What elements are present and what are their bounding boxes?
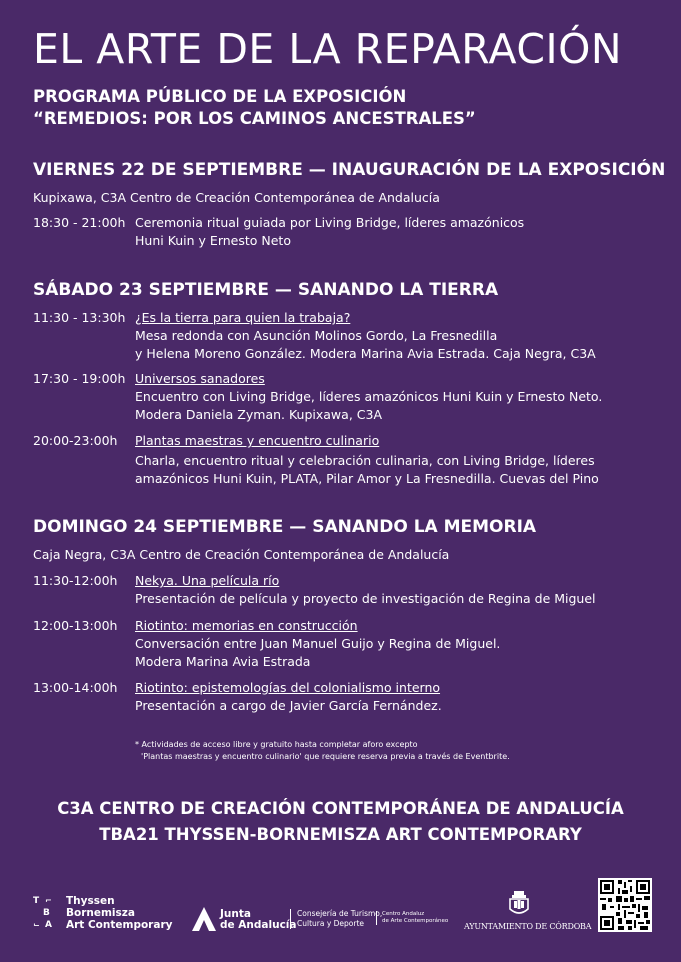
event-time: 20:00-23:00h [33, 433, 118, 448]
event-title-link[interactable]: Universos sanadores [135, 371, 265, 386]
subtitle-line-2: “REMEDIOS: POR LOS CAMINOS ANCESTRALES” [33, 109, 476, 128]
institution-c3a: C3A CENTRO DE CREACIÓN CONTEMPORÁNEA DE ANDALUCÍA [57, 799, 624, 818]
event-desc-line: Conversación entre Juan Manuel Guijo y Regina de Miguel. [135, 636, 501, 651]
tba-letter: T [33, 896, 40, 906]
event-desc-line: Huni Kuin y Ernesto Neto [135, 233, 291, 248]
event-desc-line: Ceremonia ritual guiada por Living Bridge, líderes amazónicos [135, 215, 525, 230]
event-desc-line: y Helena Moreno González. Modera Marina Avia Estrada. Caja Negra, C3A [135, 346, 596, 361]
saturday-heading: SÁBADO 23 SEPTIEMBRE — SANANDO LA TIERRA [33, 280, 499, 300]
event-time: 11:30 - 13:30h [33, 310, 126, 325]
event-time: 13:00-14:00h [33, 680, 118, 695]
junta-name-line: Junta [220, 908, 251, 920]
consejeria-line: Cultura y Deporte [297, 919, 365, 928]
event-time: 12:00-13:00h [33, 618, 118, 633]
event-title-link[interactable]: Plantas maestras y encuentro culinario [135, 433, 380, 448]
subtitle-line-1: PROGRAMA PÚBLICO DE LA EXPOSICIÓN [33, 87, 407, 106]
junta-a-icon [192, 907, 216, 931]
tba-letter: B [43, 908, 50, 918]
junta-name-line: de Andalucía [220, 919, 297, 931]
tba-letter: A [45, 920, 52, 930]
exhibition-subtitle [33, 86, 476, 130]
partner-logos [0, 875, 681, 945]
tba-name-line: Bornemisza [66, 907, 135, 919]
access-footnote [135, 739, 510, 763]
event-desc-line: Modera Marina Avia Estrada [135, 654, 311, 669]
event-desc-line: Charla, encuentro ritual y celebración culinaria, con Living Bridge, líderes [135, 453, 595, 468]
event-time: 11:30-12:00h [33, 573, 118, 588]
caac-line: Centro Andaluz [382, 911, 425, 917]
qr-code-icon[interactable] [598, 878, 652, 932]
page-title: EL ARTE DE LA REPARACIÓN [33, 25, 623, 73]
event-desc-line: amazónicos Huni Kuin, PLATA, Pilar Amor y La Fresnedilla. Cuevas del Pino [135, 471, 599, 486]
event-title-link[interactable]: Riotinto: memorias en construcción [135, 618, 358, 633]
consejeria-line: Consejería de Turismo, [297, 909, 383, 918]
event-desc-line: Presentación de película y proyecto de investigación de Regina de Miguel [135, 591, 596, 606]
event-desc-line: Modera Daniela Zyman. Kupixawa, C3A [135, 407, 382, 422]
cordoba-name: AYUNTAMIENTO DE CÓRDOBA [464, 922, 592, 931]
consejeria-logo [290, 909, 382, 929]
event-title-link[interactable]: Nekya. Una película río [135, 573, 280, 588]
institution-tba21: TBA21 THYSSEN-BORNEMISZA ART CONTEMPORARY [99, 825, 582, 844]
tba-name-line: Thyssen [66, 895, 115, 907]
friday-venue: Kupixawa, C3A Centro de Creación Contemporánea de Andalucía [33, 190, 440, 205]
footnote-line: * Actividades de acceso libre y gratuito hasta completar aforo excepto [135, 740, 418, 749]
event-desc-line: Mesa redonda con Asunción Molinos Gordo, La Fresnedilla [135, 328, 498, 343]
tba-name-line: Art Contemporary [66, 919, 173, 931]
sunday-venue: Caja Negra, C3A Centro de Creación Contemporánea de Andalucía [33, 547, 450, 562]
footnote-line: 'Plantas maestras y encuentro culinario' que requiere reserva previa a través de Eventbrite. [141, 752, 510, 761]
friday-heading: VIERNES 22 DE SEPTIEMBRE — INAUGURACIÓN DE LA EXPOSICIÓN [33, 160, 666, 180]
event-time: 18:30 - 21:00h [33, 215, 126, 230]
sunday-heading: DOMINGO 24 SEPTIEMBRE — SANANDO LA MEMORIA [33, 517, 537, 537]
city-crest-icon [504, 889, 534, 919]
event-desc-line: Encuentro con Living Bridge, líderes amazónicos Huni Kuin y Ernesto Neto. [135, 389, 603, 404]
caac-logo [376, 911, 448, 925]
event-title-link[interactable]: Riotinto: epistemologías del colonialismo interno [135, 680, 441, 695]
caac-line: de Arte Contemporáneo [382, 918, 449, 924]
event-time: 17:30 - 19:00h [33, 371, 126, 386]
event-title-link[interactable]: ¿Es la tierra para quien la trabaja? [135, 310, 351, 325]
event-desc-line: Presentación a cargo de Javier García Fernández. [135, 698, 442, 713]
tba-mark: T ⌐ B ⌙ A [33, 895, 59, 931]
